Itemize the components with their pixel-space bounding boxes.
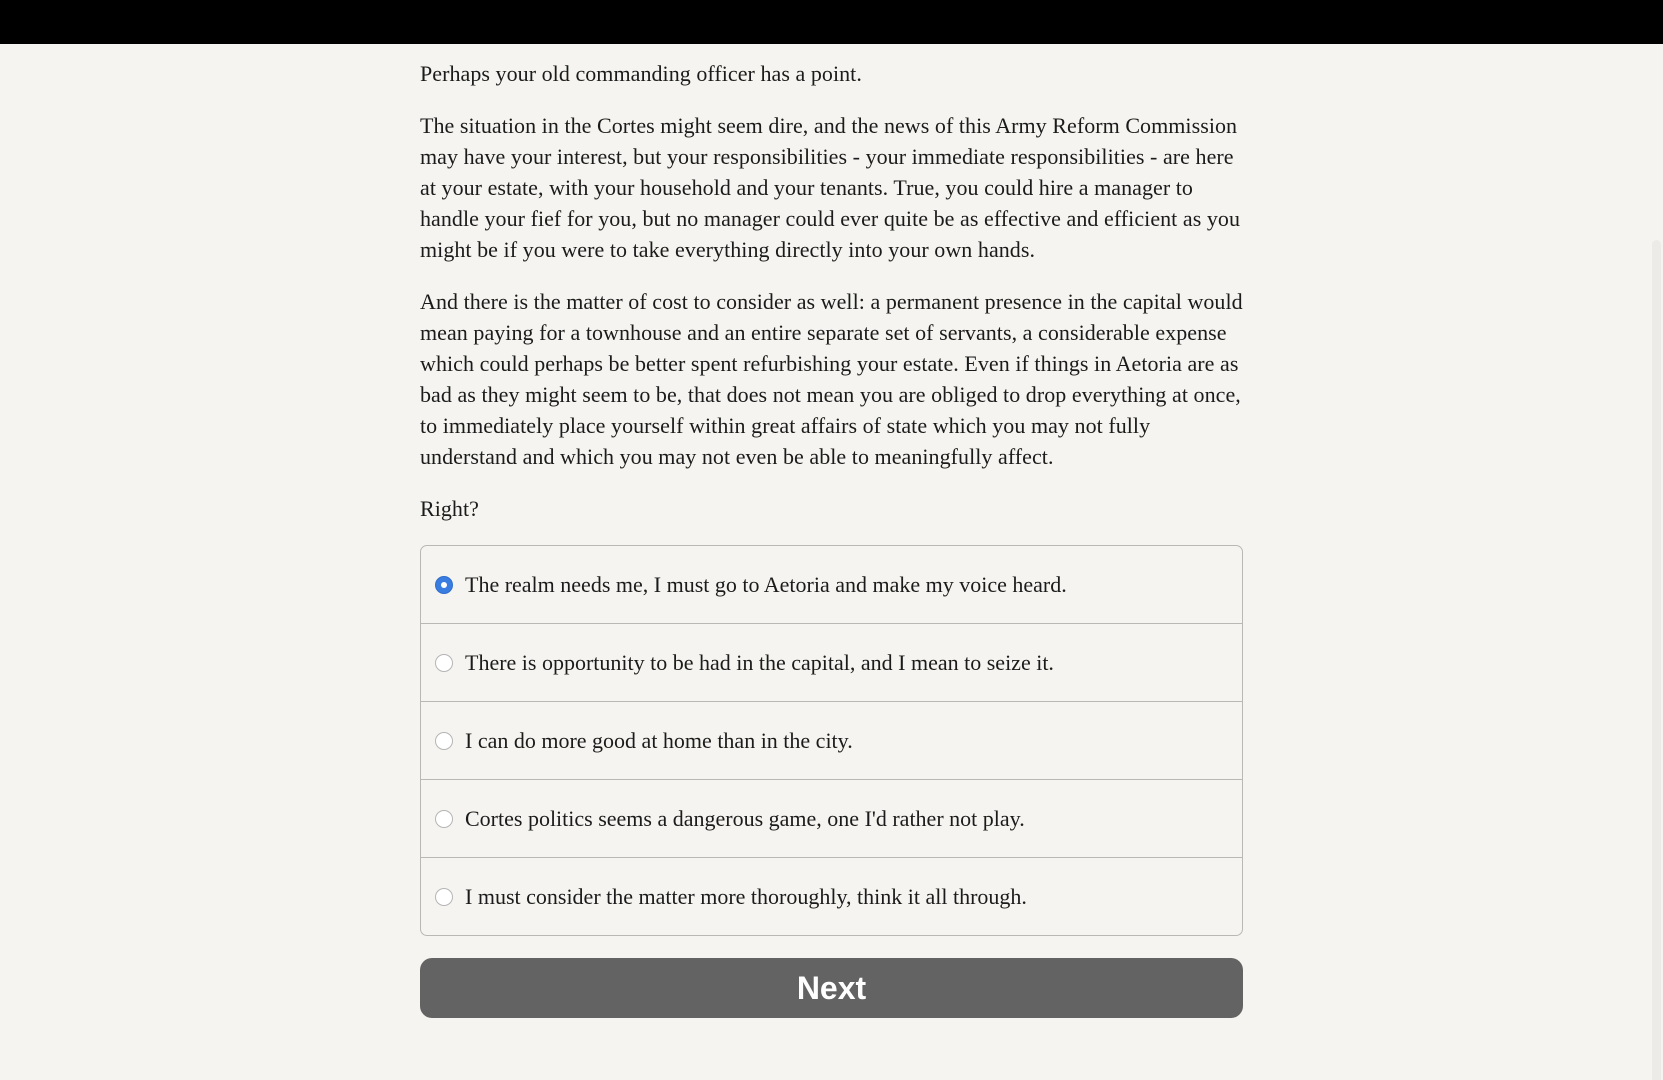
top-bar [0, 0, 1663, 44]
story-content [420, 58, 1243, 1018]
choice-option-4[interactable] [421, 779, 1242, 857]
choice-label: I must consider the matter more thoroughly, think it all through. [465, 883, 1027, 909]
radio-selected-icon[interactable] [435, 576, 453, 594]
choice-label: Cortes politics seems a dangerous game, one I'd rather not play. [465, 805, 1025, 831]
passage [420, 58, 1243, 524]
passage-question: Right? [420, 496, 479, 521]
choice-option-1[interactable] [421, 546, 1242, 623]
radio-icon[interactable] [435, 810, 453, 828]
next-button[interactable]: Next [420, 958, 1243, 1018]
passage-paragraph: Perhaps your old commanding officer has a point. [420, 61, 862, 86]
passage-paragraph: And there is the matter of cost to consider as well: a permanent presence in the capital would mean paying for a townhouse and an entire separate set of servants, a considerable expense which could perhaps be better spent refurbishing your estate. Even if things in Aetoria are as bad as they might seem to be, that does not mean you are obliged to drop everything at once, to immediately place yourself within great affairs of state which you may not fully understand and which you may not even be able to meaningfully affect. [420, 289, 1243, 469]
scrollbar-thumb[interactable] [1652, 240, 1661, 1080]
choice-label: There is opportunity to be had in the capital, and I mean to seize it. [465, 649, 1054, 675]
choice-label: The realm needs me, I must go to Aetoria and make my voice heard. [465, 571, 1067, 597]
choice-label: I can do more good at home than in the city. [465, 727, 853, 753]
radio-icon[interactable] [435, 732, 453, 750]
choice-option-2[interactable] [421, 623, 1242, 701]
choice-list [420, 545, 1243, 936]
radio-icon[interactable] [435, 888, 453, 906]
scrollbar-track[interactable] [1649, 44, 1663, 1080]
choice-option-3[interactable] [421, 701, 1242, 779]
choice-option-5[interactable] [421, 857, 1242, 935]
passage-paragraph: The situation in the Cortes might seem dire, and the news of this Army Reform Commission may have your interest, but your responsibilities - your immediate responsibilities - are here at your estate, with your household and your tenants. True, you could hire a manager to handle your fief for you, but no manager could ever quite be as effective and efficient as you might be if you were to take everything directly into your own hands. [420, 113, 1241, 262]
radio-icon[interactable] [435, 654, 453, 672]
